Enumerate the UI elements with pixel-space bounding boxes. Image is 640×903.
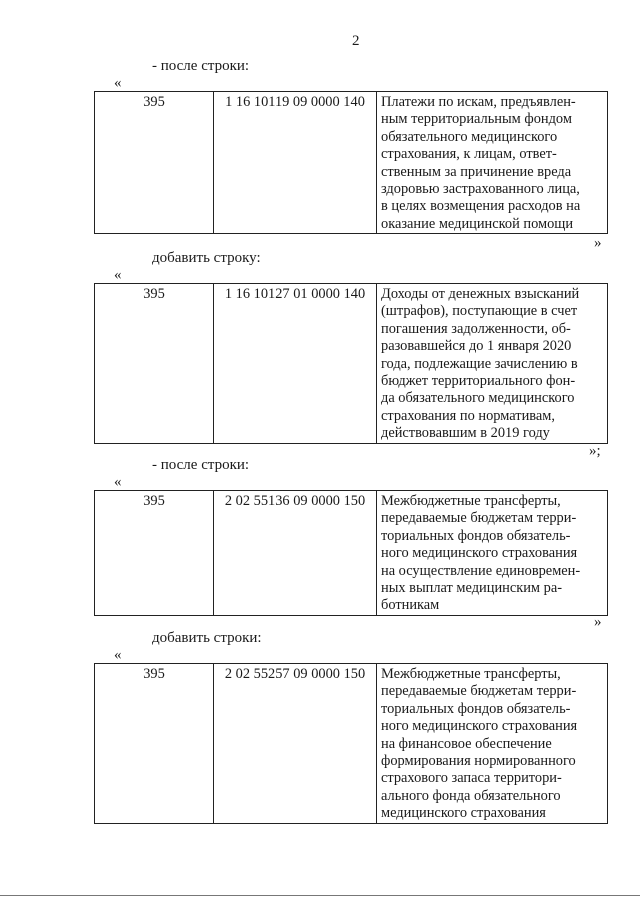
description-line: ториальных фондов обязатель- [381,527,571,544]
description-line: ального фонда обязательного [381,787,561,804]
budget-row-table [94,283,608,444]
description-cell [377,284,608,444]
description-line: ного медицинского страхования [381,718,578,735]
description-line: страхования по нормативам, [381,407,555,424]
description-line: ного медицинского страхования [381,545,578,562]
description-cell [377,92,608,234]
close-quote: » [594,235,602,251]
description-line: формирования нормированного [381,753,576,770]
description-line: в целях возмещения расходов на [381,198,581,215]
instruction-label: добавить строку: [152,250,261,266]
description-line: ным территориальным фондом [381,111,572,128]
description-line: Платежи по искам, предъявлен- [381,94,576,110]
description-line: ных выплат медицинским ра- [381,580,562,597]
kbk-code-cell: 2 02 55257 09 0000 150 [214,664,377,824]
description-line: на осуществление единовремен- [381,562,581,579]
instruction-label: - после строки: [152,457,250,473]
description-line: на финансовое обеспечение [381,735,552,752]
budget-row-table [94,663,608,824]
description-line: погашения задолженности, об- [381,320,571,337]
description-line: страхования, к лицам, ответ- [381,146,557,163]
budget-row-table [94,490,608,616]
description-line: Доходы от денежных взысканий [381,286,580,302]
description-line: передаваемые бюджетам терри- [381,683,577,700]
page-bottom-divider [0,895,640,896]
close-quote: »; [589,443,601,459]
open-quote: « [114,267,122,283]
description-line: оказание медицинской помощи [381,215,574,232]
budget-row-table [94,91,608,234]
kbk-code-cell: 2 02 55136 09 0000 150 [214,491,377,616]
admin-code-cell: 395 [95,491,214,616]
table-row [95,664,608,824]
description-line: действовавшим в 2019 году [381,425,550,442]
table-row [95,92,608,234]
admin-code-cell: 395 [95,92,214,234]
page-number: 2 [352,33,360,49]
description-line: здоровью застрахованного лица, [381,181,580,198]
instruction-label: - после строки: [152,58,250,74]
instruction-label: добавить строки: [152,630,262,646]
description-line: ботникам [381,597,440,614]
description-cell [377,491,608,616]
description-line: обязательного медицинского [381,128,558,145]
description-line: года, подлежащие зачислению в [381,355,578,372]
description-line: ственным за причинение вреда [381,163,572,180]
description-line: Межбюджетные трансферты, [381,493,561,509]
open-quote: « [114,474,122,490]
description-line: (штрафов), поступающие в счет [381,303,578,320]
kbk-code-cell: 1 16 10119 09 0000 140 [214,92,377,234]
description-line: разовавшейся до 1 января 2020 [381,338,572,355]
close-quote: » [594,614,602,630]
open-quote: « [114,75,122,91]
description-line: бюджет территориального фон- [381,373,576,390]
description-line: ториальных фондов обязатель- [381,700,571,717]
description-line: страхового запаса территори- [381,770,562,787]
open-quote: « [114,647,122,663]
description-line: медицинского страхования [381,805,546,822]
kbk-code-cell: 1 16 10127 01 0000 140 [214,284,377,444]
admin-code-cell: 395 [95,664,214,824]
description-cell [377,664,608,824]
table-row [95,491,608,616]
description-line: да обязательного медицинского [381,390,575,407]
description-line: передаваемые бюджетам терри- [381,510,577,527]
description-line: Межбюджетные трансферты, [381,666,561,682]
admin-code-cell: 395 [95,284,214,444]
table-row [95,284,608,444]
